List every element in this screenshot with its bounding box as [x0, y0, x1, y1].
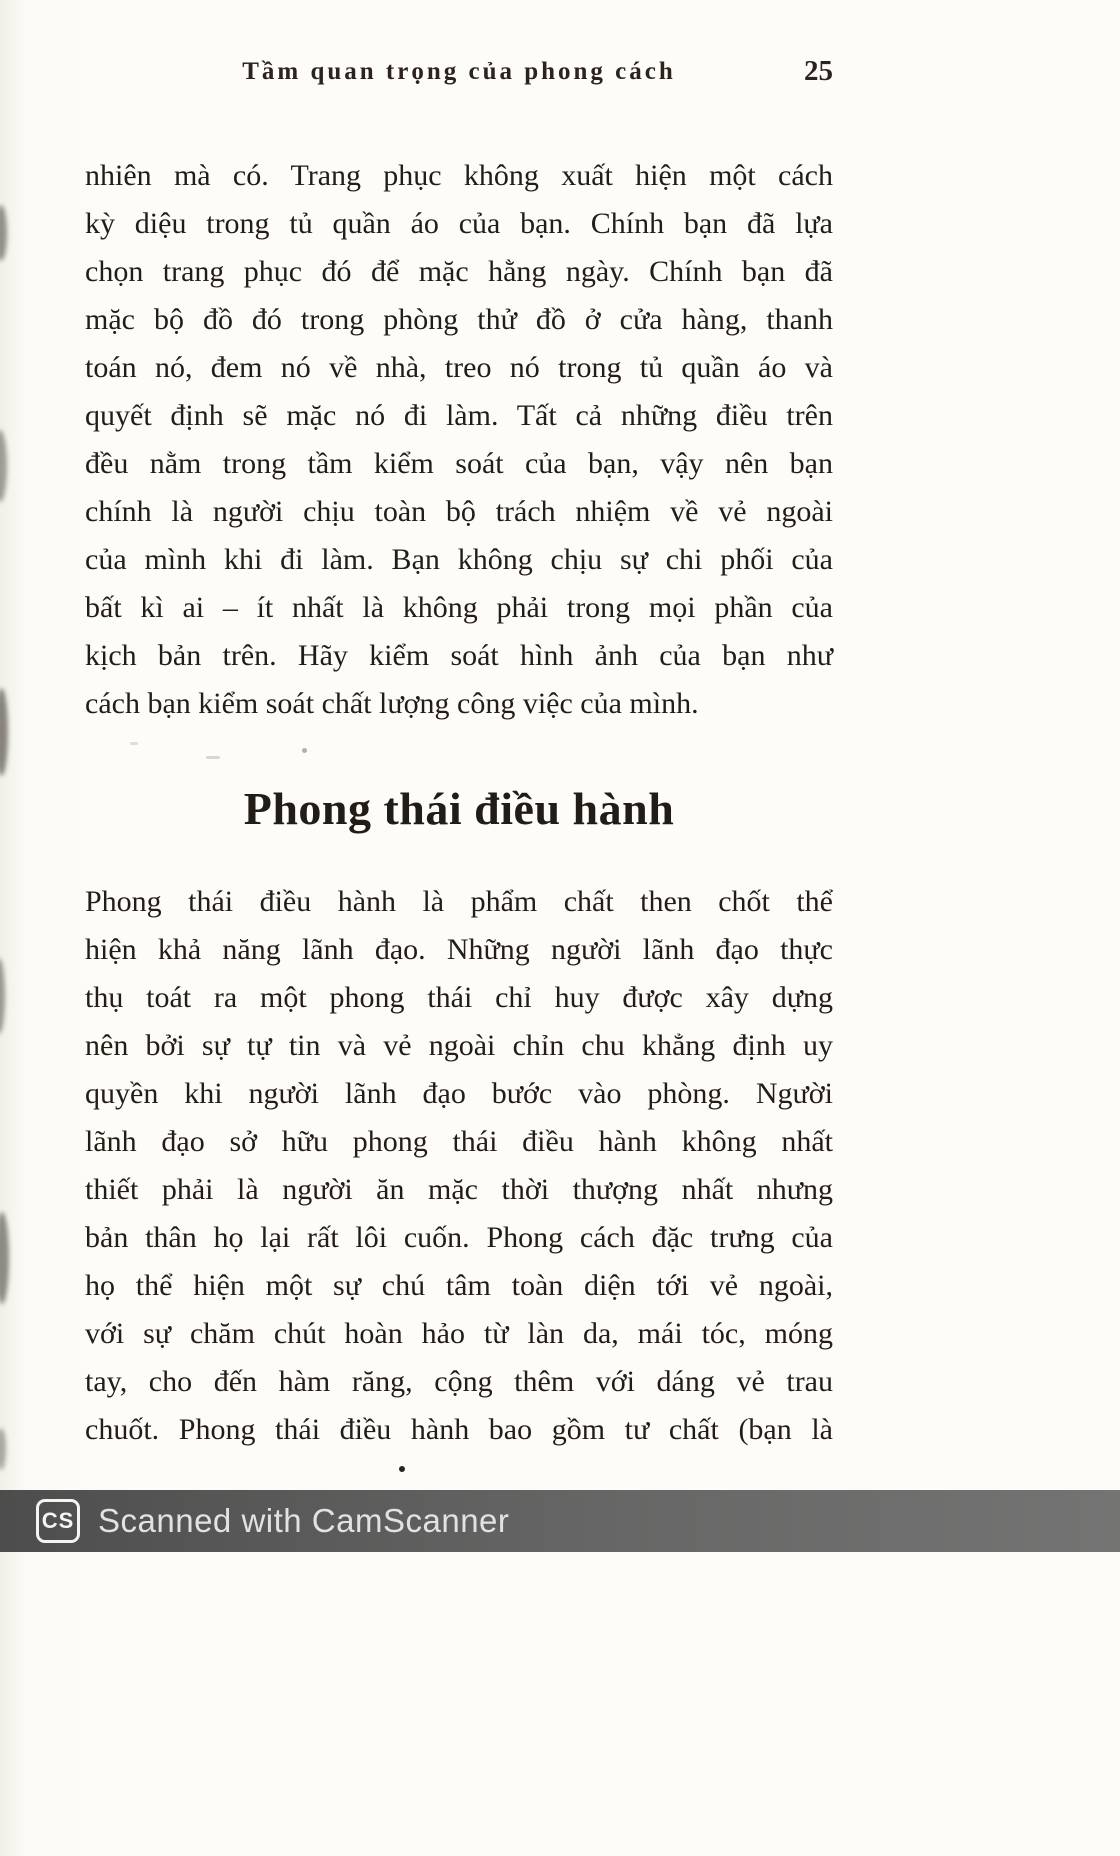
text-line: nhiên mà có. Trang phục không xuất hiện một cách: [85, 159, 833, 192]
text-line: bản thân họ lại rất lôi cuốn. Phong cách đặc trưng của: [85, 1221, 833, 1254]
scan-speck: [130, 742, 138, 745]
text-line: kỳ diệu trong tủ quần áo của bạn. Chính bạn đã lựa: [85, 207, 833, 240]
text-line: thiết phải là người ăn mặc thời thượng nhất nhưng: [85, 1173, 833, 1206]
text-line: quyền khi người lãnh đạo bước vào phòng. Người: [85, 1077, 833, 1110]
scan-speck: [302, 748, 307, 753]
scan-speck: [206, 756, 220, 759]
text-line: chính là người chịu toàn bộ trách nhiệm về vẻ ngoài: [85, 495, 833, 528]
scan-edge-smudge: [0, 688, 8, 776]
text-line: mặc bộ đồ đó trong phòng thử đồ ở cửa hàng, thanh: [85, 303, 833, 336]
camscanner-watermark-bar: [0, 1490, 1120, 1552]
text-line: cách bạn kiểm soát chất lượng công việc của mình.: [85, 687, 699, 720]
page-header: [85, 55, 833, 102]
text-line: hiện khả năng lãnh đạo. Những người lãnh đạo thực: [85, 933, 833, 966]
running-head-title: Tầm quan trọng của phong cách: [242, 58, 676, 85]
text-line: quyết định sẽ mặc nó đi làm. Tất cả những điều trên: [85, 399, 833, 432]
text-line: Phong thái điều hành là phẩm chất then chốt thể: [85, 885, 833, 918]
text-line: toán nó, đem nó về nhà, treo nó trong tủ quần áo và: [85, 351, 833, 384]
text-line: kịch bản trên. Hãy kiểm soát hình ảnh của bạn như: [85, 639, 833, 672]
text-line: bất kì ai – ít nhất là không phải trong mọi phần của: [85, 591, 833, 624]
text-line: lãnh đạo sở hữu phong thái điều hành không nhất: [85, 1125, 833, 1158]
scan-edge-smudge: [0, 1428, 6, 1470]
text-line: chuốt. Phong thái điều hành bao gồm tư chất (bạn là: [85, 1413, 833, 1446]
scan-dot-artifact: [399, 1466, 405, 1472]
text-line: với sự chăm chút hoàn hảo từ làn da, mái tóc, móng: [85, 1317, 833, 1350]
text-line: họ thể hiện một sự chú tâm toàn diện tới vẻ ngoài,: [85, 1269, 833, 1302]
body-paragraph-2: [85, 878, 833, 1454]
scan-edge-smudge: [0, 205, 7, 261]
scan-edge-smudge: [0, 1212, 9, 1304]
text-line: nên bởi sự tự tin và vẻ ngoài chỉn chu khẳng định uy: [85, 1029, 833, 1062]
text-line: đều nằm trong tầm kiểm soát của bạn, vậy nên bạn: [85, 447, 833, 480]
text-line: tay, cho đến hàm răng, cộng thêm với dáng vẻ trau: [85, 1365, 833, 1398]
camscanner-watermark-text: Scanned with CamScanner: [98, 1502, 510, 1539]
text-line: của mình khi đi làm. Bạn không chịu sự chi phối của: [85, 543, 833, 576]
scan-edge-smudge: [0, 430, 7, 502]
text-line: chọn trang phục đó để mặc hằng ngày. Chính bạn đã: [85, 255, 833, 288]
section-heading: Phong thái điều hành: [243, 783, 675, 834]
scan-edge-smudge: [0, 958, 5, 1034]
page-number: 25: [804, 55, 833, 87]
body-paragraph-1: [85, 152, 833, 728]
camscanner-logo-icon: CS: [36, 1499, 80, 1543]
text-line: thụ toát ra một phong thái chỉ huy được xây dựng: [85, 981, 833, 1014]
